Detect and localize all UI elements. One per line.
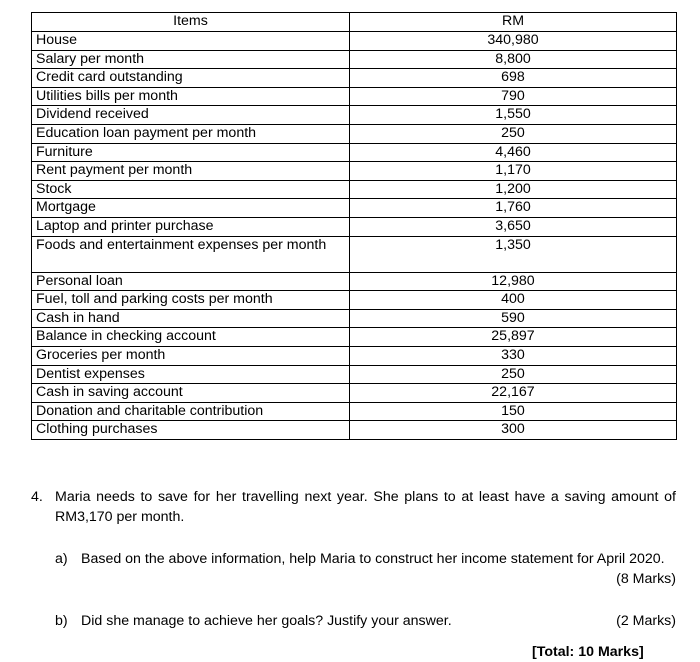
- part-a-label: a): [55, 551, 68, 567]
- item-value: 3,650: [350, 217, 677, 236]
- table-header-row: [32, 13, 677, 32]
- table-row: [32, 421, 677, 440]
- header-rm: RM: [350, 13, 677, 32]
- item-value: 8,800: [350, 50, 677, 69]
- table-row: [32, 124, 677, 143]
- table-row: [32, 346, 677, 365]
- item-name: Mortgage: [32, 199, 350, 218]
- table-row: [32, 402, 677, 421]
- item-name: Fuel, toll and parking costs per month: [32, 291, 350, 310]
- table-row: [32, 106, 677, 125]
- table-row: [32, 217, 677, 236]
- item-value: 1,200: [350, 180, 677, 199]
- table-row: [32, 236, 677, 272]
- table-row: [32, 291, 677, 310]
- table-row: [32, 143, 677, 162]
- item-value: 1,350: [350, 236, 677, 272]
- part-a-text: Based on the above information, help Maria to construct her income statement for April 2020.: [81, 551, 665, 567]
- item-name: Clothing purchases: [32, 421, 350, 440]
- table-row: [32, 365, 677, 384]
- item-value: 22,167: [350, 384, 677, 403]
- item-name: Cash in saving account: [32, 384, 350, 403]
- item-value: 790: [350, 87, 677, 106]
- item-value: 250: [350, 124, 677, 143]
- total-marks: [Total: 10 Marks]: [532, 644, 644, 660]
- item-value: 1,170: [350, 162, 677, 181]
- question-text: Maria needs to save for her travelling next year. She plans to at least have a saving amount of RM3,170 per month.: [55, 489, 676, 525]
- items-table: [31, 12, 677, 440]
- item-name: House: [32, 32, 350, 51]
- table-row: [32, 272, 677, 291]
- item-name: Furniture: [32, 143, 350, 162]
- item-name: Balance in checking account: [32, 328, 350, 347]
- table-row: [32, 69, 677, 88]
- table-row: [32, 384, 677, 403]
- item-name: Utilities bills per month: [32, 87, 350, 106]
- table-row: [32, 180, 677, 199]
- item-value: 590: [350, 309, 677, 328]
- item-name: Foods and entertainment expenses per month: [32, 236, 350, 272]
- question-4: [31, 487, 676, 527]
- item-name: Laptop and printer purchase: [32, 217, 350, 236]
- item-value: 150: [350, 402, 677, 421]
- item-name: Salary per month: [32, 50, 350, 69]
- item-name: Cash in hand: [32, 309, 350, 328]
- item-value: 1,760: [350, 199, 677, 218]
- item-value: 250: [350, 365, 677, 384]
- item-value: 698: [350, 69, 677, 88]
- question-part-a: [55, 549, 676, 587]
- item-name: Donation and charitable contribution: [32, 402, 350, 421]
- question-number: 4.: [31, 489, 43, 505]
- item-value: 340,980: [350, 32, 677, 51]
- item-value: 4,460: [350, 143, 677, 162]
- table-row: [32, 50, 677, 69]
- item-value: 12,980: [350, 272, 677, 291]
- table-row: [32, 32, 677, 51]
- header-items: Items: [32, 13, 350, 32]
- part-b-marks: (2 Marks): [616, 613, 676, 629]
- item-name: Stock: [32, 180, 350, 199]
- item-value: 300: [350, 421, 677, 440]
- table-row: [32, 328, 677, 347]
- part-b-text: Did she manage to achieve her goals? Justify your answer.: [81, 613, 452, 629]
- table-row: [32, 309, 677, 328]
- part-b-label: b): [55, 613, 68, 629]
- item-name: Education loan payment per month: [32, 124, 350, 143]
- table-row: [32, 162, 677, 181]
- item-name: Groceries per month: [32, 346, 350, 365]
- item-value: 25,897: [350, 328, 677, 347]
- item-value: 400: [350, 291, 677, 310]
- table-row: [32, 199, 677, 218]
- item-value: 330: [350, 346, 677, 365]
- question-part-b: [55, 611, 676, 631]
- item-name: Personal loan: [32, 272, 350, 291]
- item-name: Dentist expenses: [32, 365, 350, 384]
- item-name: Dividend received: [32, 106, 350, 125]
- part-a-marks: (8 Marks): [616, 571, 676, 587]
- item-value: 1,550: [350, 106, 677, 125]
- item-name: Credit card outstanding: [32, 69, 350, 88]
- item-name: Rent payment per month: [32, 162, 350, 181]
- table-row: [32, 87, 677, 106]
